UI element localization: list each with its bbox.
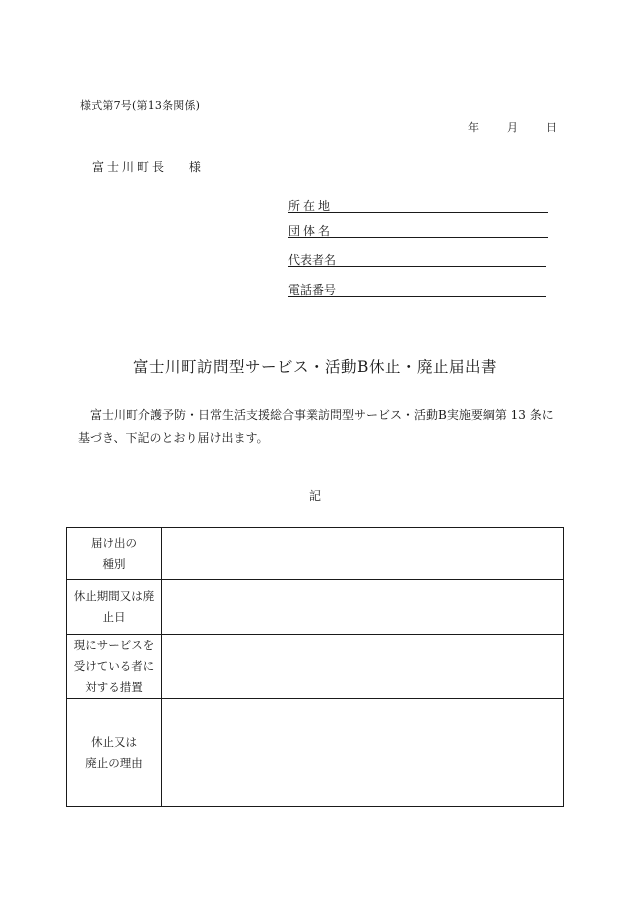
addressee-name: 富士川町長	[92, 160, 168, 174]
sender-organization-field[interactable]	[288, 222, 548, 238]
row-label-measures: 現にサービスを 受けている者に 対する措置	[67, 635, 162, 699]
sender-address-field[interactable]	[288, 197, 548, 213]
date-month: 月	[507, 121, 518, 134]
sender-representative-field[interactable]	[288, 251, 546, 267]
addressee-honorific: 様	[188, 160, 201, 174]
notification-table	[66, 527, 564, 807]
sender-phone-field[interactable]	[288, 281, 546, 297]
table-row	[67, 580, 564, 635]
table-row	[67, 635, 564, 699]
body-text: 富士川町介護予防・日常生活支援総合事業訪問型サービス・活動B実施要綱第 13 条に基づき、下記のとおり届け出ます。	[78, 408, 554, 445]
row-label-reason: 休止又は 廃止の理由	[67, 699, 162, 807]
date-day: 日	[546, 121, 557, 134]
date-line	[468, 119, 557, 135]
sender-representative-label: 代表者名	[288, 253, 337, 267]
table-row	[67, 528, 564, 580]
row-value-period[interactable]	[162, 580, 564, 635]
row-label-period: 休止期間又は廃 止日	[67, 580, 162, 635]
sender-phone-label: 電話番号	[288, 283, 337, 297]
row-value-measures[interactable]	[162, 635, 564, 699]
sender-organization-label: 団体名	[288, 224, 334, 238]
ki-heading: 記	[308, 489, 321, 503]
date-year: 年	[468, 121, 479, 134]
addressee	[92, 158, 201, 175]
document-title: 富士川町訪問型サービス・活動B休止・廃止届出書	[133, 358, 497, 376]
row-label-type: 届け出の 種別	[67, 528, 162, 580]
sender-address-label: 所在地	[288, 199, 334, 213]
row-value-reason[interactable]	[162, 699, 564, 807]
row-value-type[interactable]	[162, 528, 564, 580]
table-row	[67, 699, 564, 807]
form-number: 様式第7号(第13条関係)	[80, 99, 201, 112]
